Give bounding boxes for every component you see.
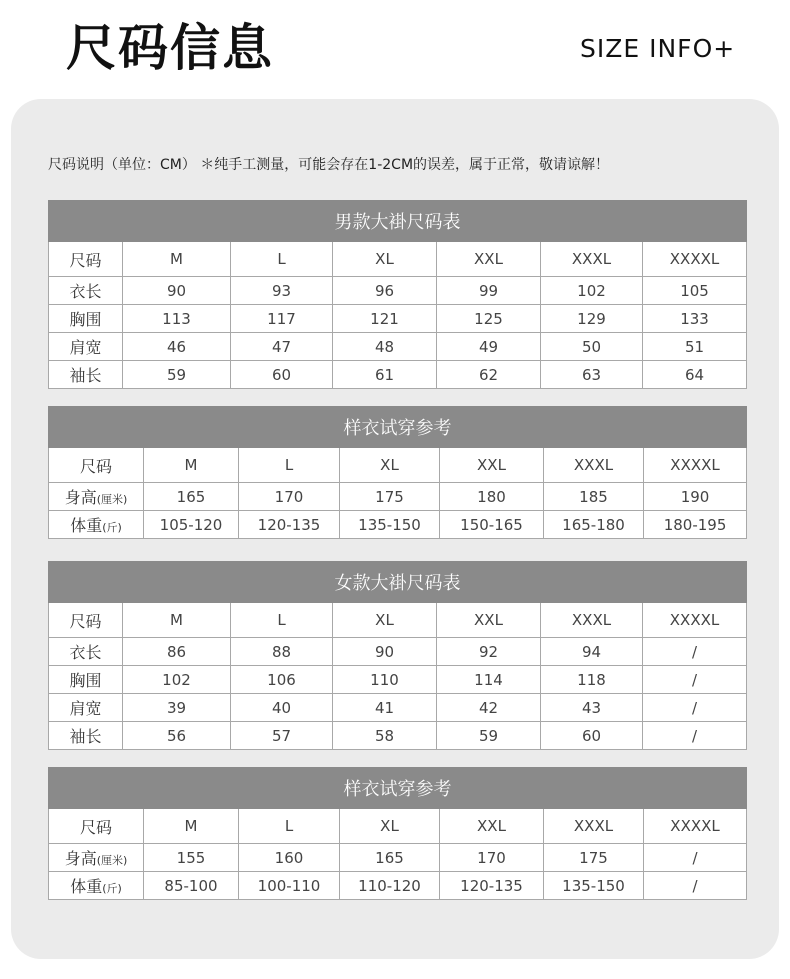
table-cell: 120-135 xyxy=(239,511,340,539)
table-cell: 100-110 xyxy=(239,872,340,900)
table-cell: 165 xyxy=(340,844,440,872)
table-row xyxy=(49,361,747,389)
row-label xyxy=(49,872,144,900)
size-header-cell: L xyxy=(231,603,333,638)
table-cell: 40 xyxy=(231,694,333,722)
table-row xyxy=(49,333,747,361)
table-title: 样衣试穿参考 xyxy=(49,407,747,448)
women-size-table xyxy=(48,561,747,750)
table-cell: 125 xyxy=(437,305,541,333)
size-header-cell: L xyxy=(239,448,340,483)
table-cell: 133 xyxy=(643,305,747,333)
size-header-cell: XXL xyxy=(440,448,544,483)
table-cell: / xyxy=(643,666,747,694)
row-label-text: 胸围 xyxy=(69,310,102,329)
table-cell: 102 xyxy=(541,277,643,305)
table-cell: 185 xyxy=(544,483,644,511)
table-cell: 39 xyxy=(123,694,231,722)
row-label-text: 尺码 xyxy=(79,817,112,837)
row-label xyxy=(49,844,144,872)
table-cell: 129 xyxy=(541,305,643,333)
size-note: 尺码说明（单位：CM） ＊纯手工测量，可能会存在1-2CM的误差，属于正常，敬请谅解！ xyxy=(48,157,610,173)
row-unit: (斤) xyxy=(102,882,122,895)
table-cell: 41 xyxy=(333,694,437,722)
table-row xyxy=(49,872,747,900)
size-header-cell: L xyxy=(239,809,340,844)
row-label-text: 袖长 xyxy=(69,727,102,746)
table-cell: 110 xyxy=(333,666,437,694)
table-header-row xyxy=(49,448,747,483)
size-header-cell: XXXL xyxy=(544,809,644,844)
row-label xyxy=(49,638,123,666)
row-unit: (厘米) xyxy=(96,854,128,867)
table-cell: 160 xyxy=(239,844,340,872)
row-label xyxy=(49,361,123,389)
table-cell: 57 xyxy=(231,722,333,750)
table-row xyxy=(49,694,747,722)
row-label xyxy=(49,305,123,333)
row-label-text: 身高 xyxy=(64,849,97,868)
table-cell: 92 xyxy=(437,638,541,666)
row-label-text: 胸围 xyxy=(69,671,102,690)
row-unit: (斤) xyxy=(102,521,122,534)
table-cell: 94 xyxy=(541,638,643,666)
table-row xyxy=(49,483,747,511)
size-header-cell: M xyxy=(144,448,239,483)
table-cell: 120-135 xyxy=(440,872,544,900)
size-header-cell: XXL xyxy=(437,603,541,638)
table-header-row xyxy=(49,603,747,638)
table-header-row xyxy=(49,242,747,277)
table-cell: 49 xyxy=(437,333,541,361)
table-cell: 105 xyxy=(643,277,747,305)
table-cell: 180 xyxy=(440,483,544,511)
table-cell: 59 xyxy=(437,722,541,750)
page-title: 尺码信息 xyxy=(66,19,274,77)
row-label xyxy=(49,333,123,361)
size-header-cell: XXXL xyxy=(541,242,643,277)
table-cell: / xyxy=(643,722,747,750)
table-cell: 118 xyxy=(541,666,643,694)
size-header-cell: XL xyxy=(333,242,437,277)
row-label-text: 衣长 xyxy=(69,282,102,301)
table-cell: 60 xyxy=(541,722,643,750)
table-cell: 62 xyxy=(437,361,541,389)
size-header-cell: L xyxy=(231,242,333,277)
table-cell: 150-165 xyxy=(440,511,544,539)
row-label-text: 肩宽 xyxy=(69,699,102,718)
row-label xyxy=(49,809,144,844)
table-cell: 47 xyxy=(231,333,333,361)
row-label-text: 衣长 xyxy=(69,643,102,662)
row-label-text: 尺码 xyxy=(69,611,102,631)
row-label-text: 袖长 xyxy=(69,366,102,385)
table-cell: 60 xyxy=(231,361,333,389)
table-cell: 117 xyxy=(231,305,333,333)
row-label xyxy=(49,242,123,277)
row-label-text: 尺码 xyxy=(79,456,112,476)
table-cell: 43 xyxy=(541,694,643,722)
table-cell: 90 xyxy=(123,277,231,305)
table-cell: 50 xyxy=(541,333,643,361)
row-label-text: 尺码 xyxy=(69,250,102,270)
table-cell: 59 xyxy=(123,361,231,389)
table-cell: 121 xyxy=(333,305,437,333)
table-cell: 102 xyxy=(123,666,231,694)
table-cell: 110-120 xyxy=(340,872,440,900)
table-cell: 46 xyxy=(123,333,231,361)
men-fit-reference-table xyxy=(48,406,747,539)
table-cell: / xyxy=(644,872,747,900)
size-header-cell: XXL xyxy=(440,809,544,844)
table-cell: 42 xyxy=(437,694,541,722)
size-header-cell: M xyxy=(123,242,231,277)
table-cell: 180-195 xyxy=(644,511,747,539)
table-cell: 88 xyxy=(231,638,333,666)
table-cell: 105-120 xyxy=(144,511,239,539)
table-row xyxy=(49,277,747,305)
size-header-cell: XL xyxy=(333,603,437,638)
table-cell: 170 xyxy=(239,483,340,511)
size-header-cell: XXL xyxy=(437,242,541,277)
table-title: 女款大褂尺码表 xyxy=(49,562,747,603)
table-cell: 165-180 xyxy=(544,511,644,539)
table-cell: 90 xyxy=(333,638,437,666)
size-header-cell: XL xyxy=(340,448,440,483)
table-cell: 51 xyxy=(643,333,747,361)
row-label-text: 身高 xyxy=(64,488,97,507)
page-subtitle: SIZE INFO+ xyxy=(580,34,736,63)
table-cell: 113 xyxy=(123,305,231,333)
table-row xyxy=(49,638,747,666)
table-row xyxy=(49,666,747,694)
row-label-text: 体重 xyxy=(70,516,103,535)
size-header-cell: M xyxy=(123,603,231,638)
women-fit-reference-table xyxy=(48,767,747,900)
table-cell: 190 xyxy=(644,483,747,511)
table-cell: / xyxy=(643,638,747,666)
row-label xyxy=(49,722,123,750)
table-title: 男款大褂尺码表 xyxy=(49,201,747,242)
men-size-table xyxy=(48,200,747,389)
size-header-cell: XXXXL xyxy=(644,448,747,483)
table-cell: 175 xyxy=(340,483,440,511)
table-cell: 86 xyxy=(123,638,231,666)
row-label xyxy=(49,603,123,638)
row-label xyxy=(49,448,144,483)
table-cell: 170 xyxy=(440,844,544,872)
table-cell: / xyxy=(643,694,747,722)
table-row xyxy=(49,305,747,333)
size-header-cell: XXXL xyxy=(544,448,644,483)
size-header-cell: XXXL xyxy=(541,603,643,638)
table-cell: 64 xyxy=(643,361,747,389)
table-cell: / xyxy=(644,844,747,872)
table-cell: 135-150 xyxy=(340,511,440,539)
table-cell: 63 xyxy=(541,361,643,389)
table-cell: 58 xyxy=(333,722,437,750)
size-header-cell: XXXXL xyxy=(644,809,747,844)
table-cell: 155 xyxy=(144,844,239,872)
table-cell: 135-150 xyxy=(544,872,644,900)
size-header-cell: XXXXL xyxy=(643,242,747,277)
row-label xyxy=(49,483,144,511)
table-cell: 96 xyxy=(333,277,437,305)
table-header-row xyxy=(49,809,747,844)
table-row xyxy=(49,844,747,872)
table-cell: 48 xyxy=(333,333,437,361)
table-row xyxy=(49,511,747,539)
row-label xyxy=(49,511,144,539)
table-cell: 56 xyxy=(123,722,231,750)
row-label xyxy=(49,694,123,722)
row-label xyxy=(49,666,123,694)
table-cell: 93 xyxy=(231,277,333,305)
table-cell: 165 xyxy=(144,483,239,511)
size-header-cell: XL xyxy=(340,809,440,844)
table-cell: 106 xyxy=(231,666,333,694)
table-cell: 99 xyxy=(437,277,541,305)
row-label xyxy=(49,277,123,305)
size-header-cell: M xyxy=(144,809,239,844)
table-cell: 175 xyxy=(544,844,644,872)
table-title: 样衣试穿参考 xyxy=(49,768,747,809)
table-cell: 114 xyxy=(437,666,541,694)
table-row xyxy=(49,722,747,750)
table-cell: 61 xyxy=(333,361,437,389)
size-header-cell: XXXXL xyxy=(643,603,747,638)
row-label-text: 体重 xyxy=(70,877,103,896)
row-unit: (厘米) xyxy=(96,493,128,506)
table-cell: 85-100 xyxy=(144,872,239,900)
row-label-text: 肩宽 xyxy=(69,338,102,357)
